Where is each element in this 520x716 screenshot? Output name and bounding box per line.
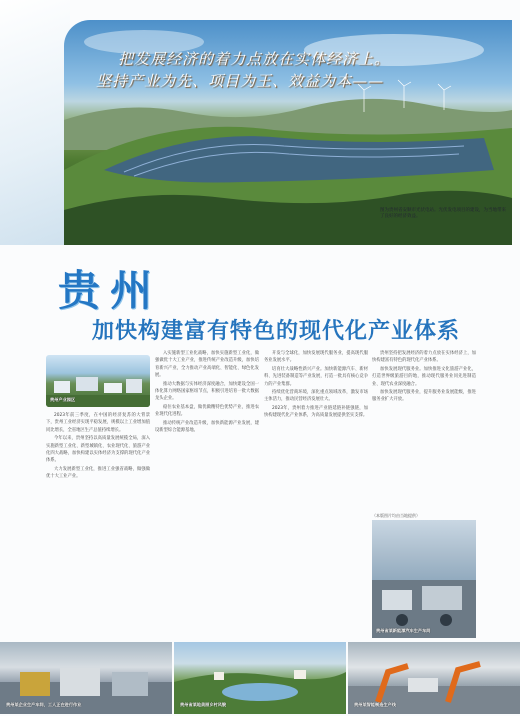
photo-credit: （本版图片均由当地提供） [372, 513, 420, 518]
bottom-photo-village [174, 642, 346, 714]
industrial-park-photo [46, 355, 150, 407]
page-subtitle: 加快构建富有特色的现代化产业体系 [92, 319, 461, 344]
paragraph: 开发与全球化，加快发展现代服务业，提高现代服务业发展水平。 [264, 351, 368, 364]
article-column-1 [46, 412, 150, 636]
factory-illustration [372, 520, 476, 638]
right-image-caption: 贵州省某新能源汽车生产车间 [376, 628, 431, 633]
factory-photo [372, 520, 476, 638]
small-image-caption: 贵州产业园区 [50, 397, 76, 402]
bottom-caption-1: 贵州某企业生产车间，工人正在进行作业 [6, 702, 82, 707]
paragraph: 大力发展新型工业化，推进工业强省战略，做强做优十大工业产业。 [46, 466, 150, 480]
paragraph: 推动大数据与实体经济深度融合，加快建设全国一体化算力网络国家枢纽节点，积极引进培育一批大数据龙头企业。 [155, 381, 259, 402]
header-banner [0, 0, 520, 245]
paragraph: 2023年前三季度，在中国的经济复苏的大背景下，贵州工业经济实现平稳发展，规模以上工业增加值同比增长，全省地区生产总值持续增长。 [46, 413, 150, 433]
slogan-line-2: 坚持产业为先、项目为王、效益为本—— [96, 72, 385, 90]
bottom-caption-3: 贵州某智能制造生产线 [354, 702, 396, 707]
article-column-3 [264, 350, 368, 636]
bottom-photo-robots [348, 642, 520, 714]
paragraph: 2023年，贵州着力推进产业链延链补链强链，加快构建现代化产业体系，为高质量发展提供坚实支撑。 [264, 405, 368, 419]
paragraph: 贵州坚持把发展经济的着力点放在实体经济上，加快构建富有特色的现代化产业体系。 [372, 351, 476, 364]
paragraph: 加快发展现代服务业，提升服务业发展能级，推进服务业扩大开放。 [372, 390, 476, 403]
paragraph: 稳住农业基本盘，做优做精特色优势产业，推进农业现代化进程。 [155, 404, 259, 418]
hero-caption: 图为贵州省安顺市光伏电站。光伏发电项目的建设，为当地带来了良好的经济效益。 [380, 208, 506, 219]
paragraph: 培育壮大战略性新兴产业。加快新能源汽车、新材料、先进装备制造等产业发展，打造一批具有核心竞争力的产业集群。 [264, 366, 368, 387]
paragraph: 持续优化营商环境，深化重点领域改革，激发市场主体活力，推动民营经济发展壮大。 [264, 390, 368, 403]
bottom-photo-workshop [0, 642, 172, 714]
paragraph: 今年以来，贵州坚持以高质量发展统揽全局，深入实施新型工业化、新型城镇化、农业现代化、旅游产业化四大战略，加快构建以实体经济为支撑的现代化产业体系。 [46, 436, 150, 464]
page-title: 贵州 [58, 266, 163, 315]
paragraph: 加快发展现代服务业。加快推进文化旅游产业化，打造世界级旅游目的地，推动现代服务业同先进制造业、现代农业深度融合。 [372, 366, 476, 387]
paragraph: 推动传统产业改造升级，加快新能源产业发展，建设新型综合能源基地。 [155, 420, 259, 434]
paragraph: 入实施新型工业化战略，加快实施新型工业化，做强做优十大工业产业，推进传统产业改造升级，加快培育新兴产业，全力推动产业高端化、智能化、绿色化发展。 [155, 351, 259, 379]
bottom-caption-2: 贵州省某地美丽乡村风貌 [180, 702, 227, 707]
slogan-line-1: 把发展经济的着力点放在实体经济上。 [118, 50, 391, 68]
article-column-4 [372, 350, 476, 515]
article-column-2 [155, 350, 259, 636]
